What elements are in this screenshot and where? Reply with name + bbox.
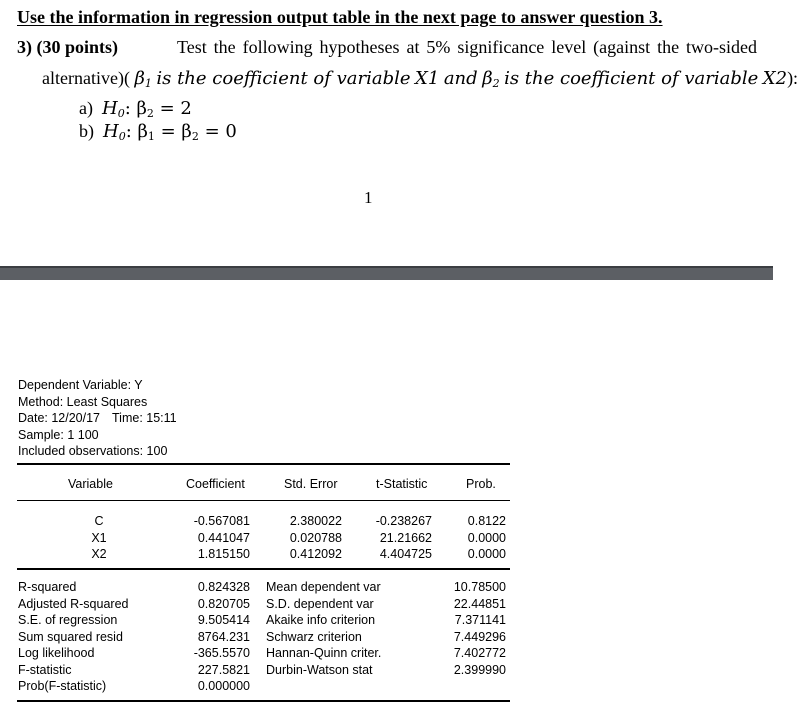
stat-value: 0.824328 xyxy=(197,580,250,594)
dependent-variable: Dependent Variable: Y xyxy=(18,378,143,392)
col-header-variable: Variable xyxy=(68,477,113,491)
stat-label: Durbin-Watson stat xyxy=(266,662,373,677)
coef-desc-1: is the coefficient of variable xyxy=(156,68,411,89)
stat-value: 0.820705 xyxy=(197,596,250,611)
sample: Sample: 1 100 xyxy=(18,427,99,442)
question-3-line1 xyxy=(17,37,757,58)
stats-labels-right xyxy=(266,579,381,678)
stat-value: 2.399990 xyxy=(453,662,506,677)
beta2-symbol: $\beta_2$ xyxy=(482,68,500,90)
coefficient-column xyxy=(186,513,250,563)
stat-value: 9.505414 xyxy=(197,613,250,627)
hypothesis-a xyxy=(79,98,192,120)
table-top-rule xyxy=(17,463,510,465)
coef-desc-2: is the coefficient of variable xyxy=(504,68,759,89)
and-word: and xyxy=(443,68,478,89)
hypothesis-b xyxy=(79,121,237,143)
prob-column xyxy=(452,513,506,563)
col-header-std-error: Std. Error xyxy=(284,477,338,491)
hypothesis-expr: : $\beta_2 = 2$ xyxy=(124,98,192,120)
instruction-header: Use the information in regression output table in the next page to answer question 3. xyxy=(17,7,663,27)
table-cell: X1 xyxy=(91,530,107,545)
table-cell: X2 xyxy=(91,547,107,561)
stat-label: Schwarz criterion xyxy=(266,629,362,644)
table-cell: C xyxy=(94,514,104,528)
stat-value: 7.449296 xyxy=(453,629,506,644)
col-header-prob: Prob. xyxy=(466,477,496,491)
part-label: a) xyxy=(79,98,93,118)
stat-value: 22.44851 xyxy=(453,596,506,611)
page-separator xyxy=(0,266,773,280)
table-cell: 0.0000 xyxy=(467,547,506,561)
stats-values-right xyxy=(440,579,506,678)
regression-meta xyxy=(18,377,177,460)
stat-label: R-squared xyxy=(18,580,77,594)
table-bottom-rule xyxy=(17,700,510,702)
col-header-coefficient: Coefficient xyxy=(186,477,245,491)
stats-values-left xyxy=(186,579,250,695)
table-cell: 1.815150 xyxy=(197,547,250,561)
table-cell: 0.0000 xyxy=(467,530,506,545)
stat-label: Adjusted R-squared xyxy=(18,596,129,611)
paren-open: alternative)( xyxy=(42,68,130,88)
h0-symbol: $H_0$ xyxy=(101,98,125,120)
table-cell: -0.567081 xyxy=(193,514,250,528)
col-header-t-statistic: t-Statistic xyxy=(376,477,428,491)
stat-label: Sum squared resid xyxy=(18,629,123,644)
paren-close: ): xyxy=(787,68,798,88)
stat-value: 7.402772 xyxy=(453,646,506,660)
stat-value: 0.000000 xyxy=(197,679,250,693)
table-cell: 2.380022 xyxy=(289,514,342,528)
beta1-symbol: $\beta_1$ xyxy=(134,68,152,90)
part-label: b) xyxy=(79,121,94,141)
stat-value: 10.78500 xyxy=(453,580,506,594)
stat-label: Mean dependent var xyxy=(266,580,381,594)
stat-value: 7.371141 xyxy=(454,613,506,627)
table-cell: 0.8122 xyxy=(467,514,506,528)
question-number: 3) xyxy=(17,37,32,57)
table-cell: 0.020788 xyxy=(289,530,342,545)
variable-column xyxy=(74,513,124,563)
included-observations: Included observations: 100 xyxy=(18,444,168,458)
stat-label: Hannan-Quinn criter. xyxy=(266,646,382,660)
table-cell: 0.441047 xyxy=(197,530,250,545)
question-3-line2 xyxy=(42,68,798,90)
std-error-column xyxy=(280,513,342,563)
question-points: (30 points) xyxy=(36,37,119,57)
var-x2: X2 xyxy=(762,68,788,89)
table-cell: 0.412092 xyxy=(289,547,342,561)
table-cell: -0.238267 xyxy=(375,514,432,528)
method: Method: Least Squares xyxy=(18,394,148,409)
stat-value: 8764.231 xyxy=(197,629,250,644)
t-stat-column xyxy=(366,513,432,563)
stats-top-rule xyxy=(17,568,510,570)
stats-labels-left xyxy=(18,579,128,695)
stat-label: Prob(F-statistic) xyxy=(18,679,107,693)
page-number: 1 xyxy=(364,188,373,207)
table-cell: 21.21662 xyxy=(379,530,432,545)
stat-label: Akaike info criterion xyxy=(266,613,376,627)
header-rule xyxy=(17,500,510,501)
hypothesis-expr: : $\beta_1 = \beta_2 = 0$ xyxy=(125,121,237,143)
question-text: Test the following hypotheses at 5% significance level (against the two-sided xyxy=(177,37,757,57)
table-cell: 4.404725 xyxy=(379,547,432,561)
stat-label: S.E. of regression xyxy=(18,613,118,627)
date-time: Date: 12/20/17 Time: 15:11 xyxy=(18,411,177,425)
h0-symbol: $H_0$ xyxy=(103,121,126,143)
stat-value: 227.5821 xyxy=(197,662,250,677)
stat-value: -365.5570 xyxy=(193,646,250,660)
var-x1: X1 xyxy=(415,68,440,89)
stat-label: S.D. dependent var xyxy=(266,596,374,611)
stat-label: Log likelihood xyxy=(18,646,95,660)
stat-label: F-statistic xyxy=(18,662,72,677)
